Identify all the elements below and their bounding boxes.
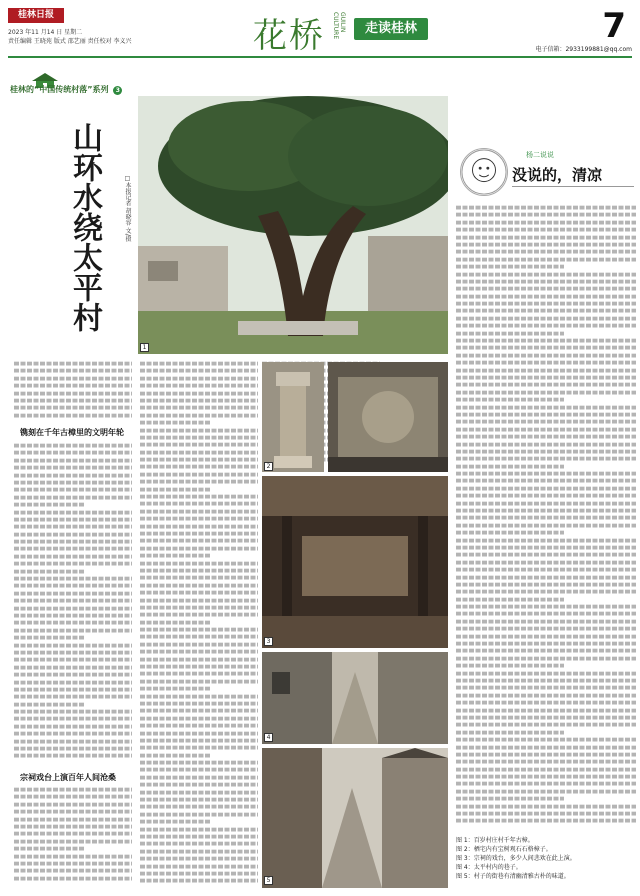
text-line	[456, 738, 636, 742]
text-line	[14, 614, 132, 618]
text-line	[14, 518, 132, 522]
body-text-col1	[14, 360, 132, 420]
text-line	[456, 708, 636, 712]
text-line	[14, 725, 132, 729]
text-line	[456, 679, 636, 683]
text-line	[456, 206, 636, 210]
text-line	[456, 450, 636, 454]
text-line	[140, 672, 258, 676]
text-line	[140, 702, 258, 706]
text-line	[14, 451, 132, 455]
text-line	[140, 532, 258, 536]
text-line	[140, 835, 258, 839]
text-line	[456, 560, 636, 564]
text-line	[140, 576, 258, 580]
text-line	[456, 487, 636, 491]
text-line	[456, 546, 636, 550]
text-line	[456, 457, 636, 461]
text-line	[14, 473, 132, 477]
text-line	[140, 790, 258, 794]
text-line	[14, 817, 132, 821]
text-line	[14, 869, 132, 873]
text-line	[456, 775, 636, 779]
text-line	[140, 561, 258, 565]
column-author: 杨二说说	[526, 151, 554, 159]
text-line	[140, 473, 258, 477]
text-line	[456, 583, 636, 587]
text-line	[140, 443, 258, 447]
photo-number-5: 5	[264, 876, 273, 885]
text-line	[14, 839, 132, 843]
text-line	[456, 287, 636, 291]
text-line	[14, 495, 132, 499]
text-line	[456, 265, 564, 269]
text-line	[456, 235, 636, 239]
text-line	[14, 444, 132, 448]
text-line	[456, 634, 636, 638]
text-line	[14, 577, 132, 581]
text-line	[14, 717, 132, 721]
text-line	[140, 362, 258, 366]
text-line	[14, 510, 132, 514]
text-line	[140, 657, 258, 661]
text-line	[140, 458, 258, 462]
text-line	[14, 847, 85, 851]
column-rule	[512, 186, 634, 187]
text-line	[456, 317, 636, 321]
caption-1: 图 1：百岁村庄村千年古樟。	[456, 837, 534, 844]
text-line	[140, 480, 258, 484]
text-line	[456, 642, 636, 646]
text-line	[140, 391, 258, 395]
text-line	[140, 783, 258, 787]
text-line	[140, 539, 258, 543]
text-line	[14, 754, 132, 758]
text-line	[14, 481, 132, 485]
text-line	[456, 383, 636, 387]
section-brand: 花桥	[253, 16, 325, 56]
text-line	[14, 466, 132, 470]
text-line	[456, 479, 636, 483]
text-line	[140, 857, 258, 861]
body-text-col2	[140, 360, 258, 886]
text-line	[456, 538, 636, 542]
text-line	[14, 658, 132, 662]
text-line	[140, 406, 258, 410]
text-line	[456, 664, 564, 668]
text-line	[456, 760, 636, 764]
photo-captions	[456, 836, 636, 881]
text-line	[456, 213, 636, 217]
text-line	[140, 679, 258, 683]
text-line	[456, 516, 636, 520]
photo-stone-pillar	[262, 362, 324, 472]
text-line	[14, 406, 132, 410]
text-line	[456, 435, 636, 439]
text-line	[14, 584, 132, 588]
series-label: 桂林的“中国传统村落”系列	[10, 85, 109, 94]
text-line	[14, 391, 132, 395]
text-line	[140, 384, 258, 388]
text-line	[456, 302, 636, 306]
text-line	[456, 390, 636, 394]
text-line	[14, 825, 132, 829]
caption-5: 图 5：村子的街巷有清幽清雅古朴的味道。	[456, 873, 570, 880]
text-line	[456, 812, 636, 816]
text-line	[456, 494, 636, 498]
date-line: 2023 年11 月14 日 星期二	[8, 29, 83, 36]
text-line	[456, 523, 636, 527]
text-line	[456, 272, 636, 276]
text-line	[456, 228, 636, 232]
text-line	[456, 243, 636, 247]
tree-illustration	[138, 96, 448, 354]
text-line	[14, 651, 132, 655]
text-line	[14, 854, 132, 858]
text-line	[140, 724, 258, 728]
hero-photo-camphor-tree	[138, 96, 448, 354]
text-line	[456, 819, 636, 823]
text-line	[140, 583, 258, 587]
text-line	[14, 739, 132, 743]
text-line	[140, 731, 258, 735]
text-line	[456, 427, 636, 431]
text-line	[456, 501, 636, 505]
text-line	[14, 362, 132, 366]
text-line	[14, 862, 132, 866]
photo-number-4: 4	[264, 733, 273, 742]
text-line	[14, 555, 132, 559]
text-line	[140, 436, 258, 440]
text-line	[14, 562, 132, 566]
text-line	[14, 547, 132, 551]
text-line	[140, 872, 258, 876]
text-line	[140, 761, 258, 765]
text-line	[14, 488, 132, 492]
text-line	[140, 805, 258, 809]
text-line	[456, 605, 636, 609]
text-line	[14, 673, 132, 677]
body-text-col1c	[14, 786, 132, 886]
text-line	[456, 331, 564, 335]
text-line	[14, 376, 132, 380]
text-line	[456, 790, 636, 794]
text-line	[456, 767, 636, 771]
text-line	[14, 876, 132, 880]
text-line	[456, 368, 636, 372]
text-line	[140, 643, 258, 647]
body-text-col1b	[14, 442, 132, 764]
text-line	[14, 695, 132, 699]
text-line	[456, 472, 636, 476]
series-number: 3	[113, 86, 122, 95]
photo-stone-carving	[328, 362, 448, 472]
column-title: 没说的，清凉	[512, 166, 603, 184]
text-line	[456, 804, 636, 808]
text-line	[140, 554, 211, 558]
subhead-1: 镌刻在千年古樟里的文明年轮	[20, 428, 124, 437]
text-line	[14, 702, 85, 706]
text-line	[456, 797, 564, 801]
text-line	[140, 650, 258, 654]
text-line	[14, 569, 85, 573]
text-line	[456, 376, 636, 380]
photo-village-street	[262, 748, 448, 888]
text-line	[140, 591, 258, 595]
text-line	[140, 421, 211, 425]
text-line	[140, 739, 258, 743]
text-line	[456, 420, 636, 424]
text-line	[14, 599, 132, 603]
text-line	[456, 671, 636, 675]
text-line	[456, 575, 636, 579]
text-line	[14, 591, 132, 595]
text-line	[140, 768, 258, 772]
text-line	[140, 598, 258, 602]
caption-4: 图 4：太平村内的巷子。	[456, 864, 522, 871]
text-line	[14, 688, 132, 692]
text-line	[140, 864, 258, 868]
text-line	[456, 612, 636, 616]
text-line	[14, 795, 132, 799]
text-line	[140, 487, 211, 491]
text-line	[456, 568, 636, 572]
text-line	[140, 798, 258, 802]
text-line	[140, 849, 258, 853]
newspaper-logo: 桂林日报	[8, 8, 64, 23]
text-line	[140, 694, 258, 698]
text-line	[140, 465, 258, 469]
text-line	[140, 620, 211, 624]
text-line	[140, 628, 258, 632]
text-line	[456, 553, 636, 557]
text-line	[140, 569, 258, 573]
text-line	[140, 820, 211, 824]
text-line	[14, 503, 85, 507]
text-line	[14, 369, 132, 373]
text-line	[456, 782, 636, 786]
text-line	[140, 509, 258, 513]
photo-number-1: 1	[140, 343, 149, 352]
text-line	[140, 879, 258, 883]
text-line	[140, 665, 258, 669]
text-line	[140, 450, 258, 454]
page-number: 7	[602, 6, 626, 46]
text-line	[14, 832, 132, 836]
text-line	[140, 842, 258, 846]
text-line	[140, 399, 258, 403]
text-line	[14, 665, 132, 669]
text-line	[14, 525, 132, 529]
text-line	[456, 294, 636, 298]
text-line	[14, 606, 132, 610]
body-text-col4	[456, 204, 636, 830]
text-line	[140, 606, 258, 610]
text-line	[14, 413, 132, 417]
text-line	[456, 509, 636, 513]
text-line	[14, 802, 132, 806]
text-line	[14, 540, 132, 544]
text-line	[14, 621, 132, 625]
text-line	[140, 635, 258, 639]
column-header	[456, 136, 638, 196]
text-line	[140, 687, 211, 691]
text-line	[456, 716, 636, 720]
text-line	[456, 597, 564, 601]
text-line	[456, 723, 636, 727]
text-line	[456, 324, 636, 328]
header-rule	[8, 56, 632, 58]
photo-number-2: 2	[264, 462, 273, 471]
text-line	[140, 709, 258, 713]
text-line	[456, 309, 636, 313]
text-line	[456, 405, 636, 409]
text-line	[456, 346, 636, 350]
text-line	[140, 613, 258, 617]
text-line	[456, 442, 636, 446]
text-line	[14, 399, 132, 403]
text-line	[14, 643, 132, 647]
text-line	[456, 649, 636, 653]
text-line	[140, 716, 258, 720]
text-line	[140, 524, 258, 528]
text-line	[140, 413, 258, 417]
photo-village-alley	[262, 652, 448, 744]
text-line	[456, 250, 636, 254]
text-line	[14, 628, 132, 632]
photo-number-3: 3	[264, 637, 273, 646]
text-line	[140, 428, 258, 432]
text-line	[456, 701, 636, 705]
text-line	[14, 747, 132, 751]
text-line	[14, 384, 132, 388]
text-line	[14, 458, 132, 462]
text-line	[456, 620, 636, 624]
text-line	[140, 776, 258, 780]
text-line	[140, 546, 258, 550]
text-line	[456, 686, 636, 690]
text-line	[14, 810, 132, 814]
text-line	[14, 710, 132, 714]
text-line	[456, 531, 564, 535]
text-line	[456, 257, 636, 261]
text-line	[14, 636, 85, 640]
text-line	[140, 376, 258, 380]
caption-2: 图 2：栖宅内有宝树观石石格樟子。	[456, 846, 552, 853]
text-line	[14, 788, 132, 792]
text-line	[140, 517, 258, 521]
text-line	[140, 495, 258, 499]
text-line	[140, 753, 211, 757]
text-line	[456, 627, 636, 631]
email-line: 电子信箱：2933199881@qq.com	[535, 46, 632, 53]
text-line	[456, 398, 564, 402]
text-line	[456, 361, 636, 365]
text-line	[140, 502, 258, 506]
masthead	[8, 6, 632, 58]
text-line	[140, 369, 258, 373]
text-line	[14, 732, 132, 736]
section-tag: 走读桂林	[354, 18, 428, 40]
caption-3: 图 3：宗祠的戏台，多少人间悲欢在此上演。	[456, 855, 576, 862]
text-line	[456, 353, 636, 357]
text-line	[456, 656, 636, 660]
cartoon-face-icon	[460, 148, 508, 196]
text-line	[456, 753, 636, 757]
text-line	[456, 693, 636, 697]
text-line	[14, 680, 132, 684]
text-line	[14, 532, 132, 536]
text-line	[140, 827, 258, 831]
editors-line: 责任编辑 王晓苑 版式 邵艺丽 责任校对 李义兴	[8, 38, 132, 45]
text-line	[456, 280, 636, 284]
text-line	[456, 413, 636, 417]
text-line	[456, 745, 636, 749]
article-title: 山环水绕太平村	[67, 122, 102, 332]
subhead-2: 宗祠戏台上演百年人间沧桑	[20, 773, 116, 782]
text-line	[140, 812, 258, 816]
text-line	[456, 220, 636, 224]
text-line	[456, 730, 564, 734]
text-line	[456, 590, 636, 594]
article-byline: □本报记者 胡晓容 文/摄	[124, 175, 131, 242]
text-line	[456, 339, 636, 343]
series-heading	[10, 72, 140, 94]
text-line	[140, 746, 258, 750]
section-brand-sub: GUILIN CULTURE	[332, 12, 346, 40]
photo-ancestral-hall-stage	[262, 476, 448, 648]
text-line	[456, 464, 564, 468]
